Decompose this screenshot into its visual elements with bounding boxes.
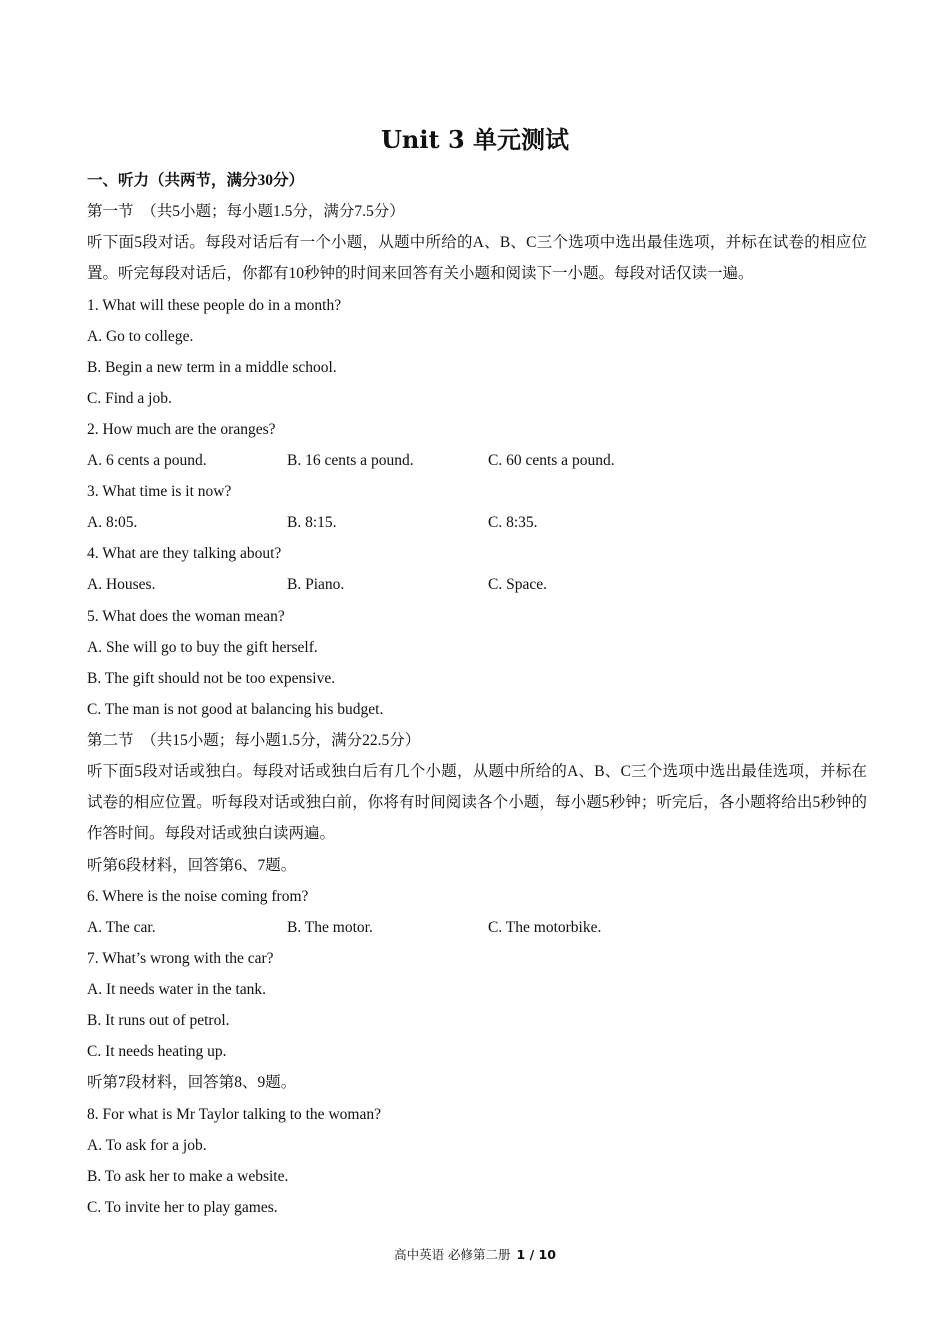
option-a: A. It needs water in the tank. [87, 981, 267, 998]
question-stem: 4. What are they talking about? [87, 545, 282, 562]
option-c: C. The motorbike. [488, 919, 602, 936]
options-row [87, 575, 867, 595]
option-a: A. The car. [87, 919, 156, 936]
option-b: B. Piano. [287, 576, 345, 593]
section-heading: 一、听力（共两节，满分30分） [87, 172, 305, 189]
option-b: B. It runs out of petrol. [87, 1012, 230, 1029]
option-a: A. Houses. [87, 576, 156, 593]
option-a: A. 8:05. [87, 514, 138, 531]
page-footer [0, 1246, 950, 1264]
option-b: B. The gift should not be too expensive. [87, 670, 336, 687]
options-row [87, 918, 867, 938]
option-a: A. 6 cents a pound. [87, 452, 207, 469]
option-c: C. To invite her to play games. [87, 1199, 278, 1216]
option-a: A. To ask for a job. [87, 1137, 207, 1154]
material-note: 听第6段材料，回答第6、7题。 [87, 857, 297, 874]
question-stem: 6. Where is the noise coming from? [87, 888, 309, 905]
option-c: C. 8:35. [488, 514, 538, 531]
options-row [87, 513, 867, 533]
option-c: C. Space. [488, 576, 547, 593]
option-c: C. Find a job. [87, 390, 172, 407]
option-b: B. 16 cents a pound. [287, 452, 414, 469]
question-stem: 5. What does the woman mean? [87, 608, 285, 625]
option-a: A. She will go to buy the gift herself. [87, 639, 318, 656]
material-note: 听第7段材料，回答第8、9题。 [87, 1074, 297, 1091]
option-a: A. Go to college. [87, 328, 194, 345]
option-c: C. The man is not good at balancing his budget. [87, 701, 384, 718]
question-stem: 7. What’s wrong with the car? [87, 950, 274, 967]
option-c: C. 60 cents a pound. [488, 452, 615, 469]
part-heading: 第二节 （共15小题；每小题1.5分，满分22.5分） [87, 732, 421, 749]
instructions: 听下面5段对话或独白。每段对话或独白后有几个小题，从题中所给的A、B、C三个选项中选出最佳选项，并标在试卷的相应位置。听每段对话或独白前，你将有时间阅读各个小题，每小题5秒钟；听完后，各小题将给出5秒钟的作答时间。每段对话或独白读两遍。 [87, 763, 867, 842]
option-b: B. Begin a new term in a middle school. [87, 359, 337, 376]
options-row [87, 451, 867, 471]
option-b: B. To ask her to make a website. [87, 1168, 289, 1185]
question-stem: 2. How much are the oranges? [87, 421, 276, 438]
question-stem: 8. For what is Mr Taylor talking to the woman? [87, 1106, 381, 1123]
instructions: 听下面5段对话。每段对话后有一个小题，从题中所给的A、B、C三个选项中选出最佳选项，并标在试卷的相应位置。听完每段对话后，你都有10秒钟的时间来回答有关小题和阅读下一小题。每段对话仅读一遍。 [87, 234, 867, 282]
question-stem: 3. What time is it now? [87, 483, 232, 500]
question-stem: 1. What will these people do in a month? [87, 297, 342, 314]
page-title: Unit 3 单元测试 [381, 125, 569, 154]
page-number: 1 / 10 [516, 1247, 556, 1262]
option-b: B. 8:15. [287, 514, 337, 531]
part-heading: 第一节 （共5小题；每小题1.5分，满分7.5分） [87, 203, 405, 220]
option-b: B. The motor. [287, 919, 373, 936]
footer-text: 高中英语 必修第二册 [394, 1247, 511, 1262]
option-c: C. It needs heating up. [87, 1043, 227, 1060]
